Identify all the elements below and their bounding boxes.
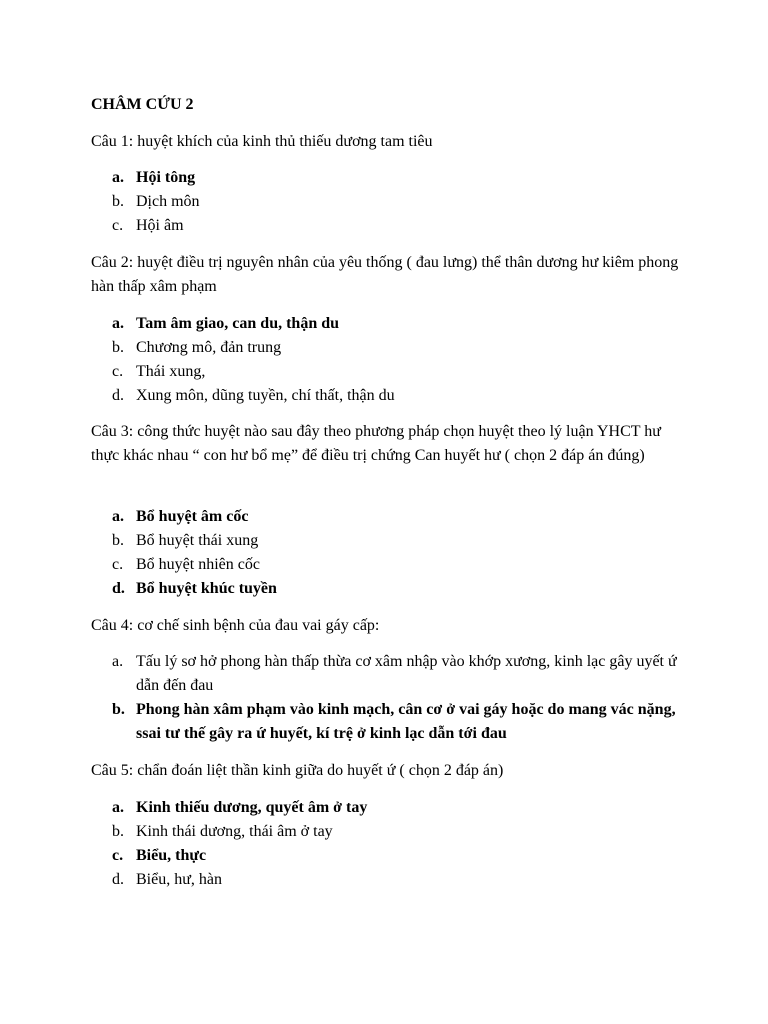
option-5a — [112, 796, 682, 820]
question-5: Câu 5: chẩn đoán liệt thần kinh giữa do huyết ứ ( chọn 2 đáp án) — [91, 762, 504, 779]
option-label: b. — [112, 823, 124, 840]
option-5c — [112, 844, 682, 868]
option-text: Kinh thiếu dương, quyết âm ở tay — [136, 799, 368, 816]
option-text: Hội tông — [136, 169, 196, 186]
option-label: c. — [112, 847, 124, 864]
question-2: Câu 2: huyệt điều trị nguyên nhân của yêu thống ( đau lưng) thể thân dương hư kiêm phong hàn thấp xâm phạm — [91, 254, 679, 295]
option-text: Bổ huyệt khúc tuyền — [136, 580, 277, 597]
option-4b — [112, 698, 682, 746]
option-label: a. — [112, 315, 124, 332]
option-text: Tấu lý sơ hở phong hàn thấp thừa cơ xâm nhập vào khớp xương, kinh lạc gây uyết ứ dẫn đến đau — [136, 653, 677, 694]
option-text: Thái xung, — [136, 363, 206, 380]
option-5b — [112, 820, 682, 844]
option-2a — [112, 312, 682, 336]
option-4a — [112, 650, 682, 698]
option-5d — [112, 868, 682, 892]
option-text: Dịch môn — [136, 193, 200, 210]
question-1: Câu 1: huyệt khích của kinh thủ thiếu dương tam tiêu — [91, 133, 433, 150]
question-4-options — [112, 650, 682, 746]
option-label: b. — [112, 193, 124, 210]
option-text: Xung môn, dũng tuyền, chí thất, thận du — [136, 387, 395, 404]
option-text: Chương mô, đản trung — [136, 339, 282, 356]
option-text: Biểu, hư, hàn — [136, 871, 222, 888]
option-1b — [112, 190, 682, 214]
option-3d — [112, 577, 682, 601]
option-3a — [112, 505, 682, 529]
option-text: Kinh thái dương, thái âm ở tay — [136, 823, 333, 840]
option-text: Bổ huyệt thái xung — [136, 532, 259, 549]
option-label: c. — [112, 363, 124, 380]
option-1a — [112, 166, 682, 190]
document-title: CHÂM CỨU 2 — [91, 96, 194, 113]
question-3-options — [112, 505, 682, 601]
option-text: Bổ huyệt âm cốc — [136, 508, 249, 525]
option-3c — [112, 553, 682, 577]
option-text: Biểu, thực — [136, 847, 207, 864]
option-text: Hội âm — [136, 217, 184, 234]
option-label: c. — [112, 556, 124, 573]
question-5-options — [112, 796, 682, 892]
option-label: b. — [112, 532, 124, 549]
option-label: a. — [112, 508, 124, 525]
option-label: b. — [112, 701, 125, 718]
option-text: Bổ huyệt nhiên cốc — [136, 556, 260, 573]
option-label: c. — [112, 217, 124, 234]
option-label: d. — [112, 580, 125, 597]
question-3: Câu 3: công thức huyệt nào sau đây theo phương pháp chọn huyệt theo lý luận YHCT hư thực khác nhau “ con hư bổ mẹ” để điều trị chứng Can huyết hư ( chọn 2 đáp án đúng) — [91, 423, 661, 464]
option-text: Tam âm giao, can du, thận du — [136, 315, 340, 332]
option-label: a. — [112, 653, 124, 670]
option-1c — [112, 214, 682, 238]
question-4: Câu 4: cơ chế sinh bệnh của đau vai gáy cấp: — [91, 617, 380, 634]
option-label: b. — [112, 339, 124, 356]
option-label: a. — [112, 799, 124, 816]
option-label: d. — [112, 387, 124, 404]
option-label: d. — [112, 871, 124, 888]
question-2-options — [112, 312, 682, 408]
option-2c — [112, 360, 682, 384]
option-2d — [112, 384, 682, 408]
option-2b — [112, 336, 682, 360]
option-label: a. — [112, 169, 124, 186]
question-1-options — [112, 166, 682, 238]
option-3b — [112, 529, 682, 553]
option-text: Phong hàn xâm phạm vào kinh mạch, cân cơ ở vai gáy hoặc do mang vác nặng, ssai tư thế gây ra ứ huyết, kí trệ ở kinh lạc dẫn tới đau — [136, 701, 676, 742]
